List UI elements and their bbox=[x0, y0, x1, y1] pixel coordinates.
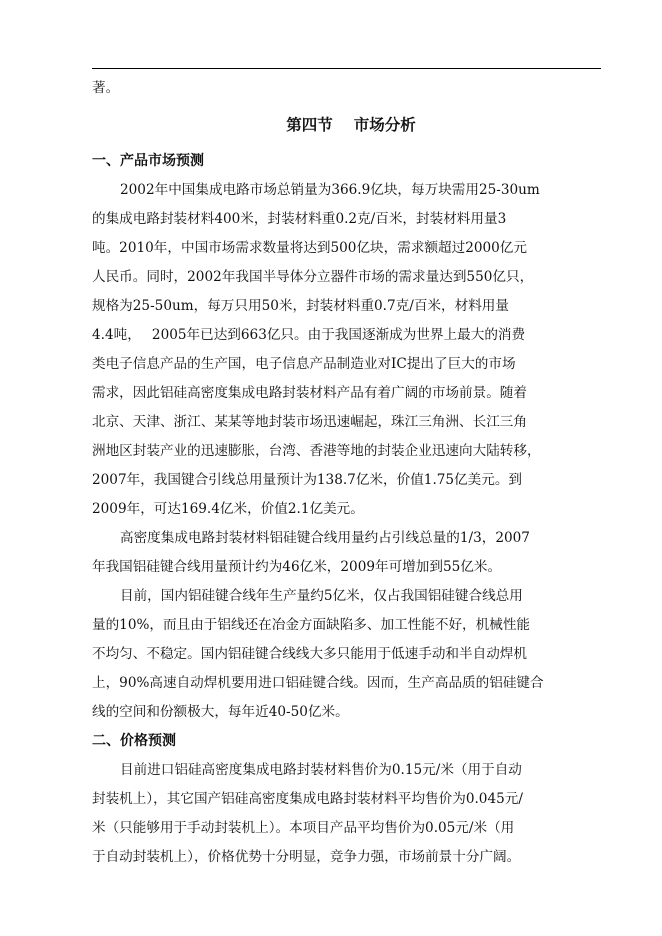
document-page bbox=[92, 74, 602, 872]
paragraph-line: 2002年中国集成电路市场总销量为366.9亿块，每万块需用25-30um bbox=[120, 182, 540, 198]
paragraph-line: 规格为25-50um，每万只用50米，封装材料重0.7克/百米，材料用量 bbox=[92, 298, 509, 314]
paragraph-line: 米（只能够用于手动封装机上）。本项目产品平均售价为0.05元/米（用 bbox=[92, 820, 515, 836]
section-title: 第四节 市场分析 bbox=[286, 115, 416, 134]
paragraph-line: 不均匀、不稳定。国内铝硅键合线线大多只能用于低速手动和半自动焊机 bbox=[92, 646, 527, 662]
paragraph-line: 2007年，我国键合引线总用量预计为138.7亿米，价值1.75亿美元。到 bbox=[92, 472, 523, 488]
paragraph-line: 于自动封装机上），价格优势十分明显，竞争力强，市场前景十分广阔。 bbox=[92, 849, 521, 865]
heading-product-market-forecast: 一、产品市场预测 bbox=[92, 153, 204, 169]
paragraph-line: 高密度集成电路封装材料铝硅键合线用量约占引线总量的1/3，2007 bbox=[120, 530, 530, 546]
paragraph-line: 线的空间和份额极大，每年近40-50亿米。 bbox=[92, 704, 349, 720]
paragraph-line: 吨。2010年，中国市场需求数量将达到500亿块，需求额超过2000亿元 bbox=[92, 240, 527, 256]
paragraph-line: 需求，因此铝硅高密度集成电路封装材料产品有着广阔的市场前景。随着 bbox=[92, 385, 527, 401]
paragraph-price-comparison bbox=[92, 756, 602, 872]
paragraph-domestic-production bbox=[92, 582, 602, 727]
heading-price-forecast: 二、价格预测 bbox=[92, 733, 176, 749]
paragraph-line: 目前，国内铝硅键合线年生产量约5亿米，仅占我国铝硅键合线总用 bbox=[120, 588, 523, 604]
paragraph-line: 类电子信息产品的生产国，电子信息产品制造业对IC提出了巨大的市场 bbox=[92, 356, 516, 372]
carry-over-text: 著。 bbox=[92, 80, 120, 96]
paragraph-line: 2009年，可达169.4亿米，价值2.1亿美元。 bbox=[92, 501, 364, 517]
paragraph-line: 的集成电路封装材料400米，封装材料重0.2克/百米，封装材料用量3 bbox=[92, 211, 507, 227]
paragraph-line: 上，90%高速自动焊机要用进口铝硅键合线。因而，生产高品质的铝硅键合 bbox=[92, 675, 544, 691]
paragraph-line: 量的10%，而且由于铝线还在冶金方面缺陷多、加工性能不好，机械性能 bbox=[92, 617, 531, 633]
paragraph-line: 年我国铝硅键合线用量预计约为46亿米，2009年可增加到55亿米。 bbox=[92, 559, 502, 575]
paragraph-line: 洲地区封装产业的迅速膨胀，台湾、香港等地的封装企业迅速向大陆转移， bbox=[92, 443, 541, 459]
paragraph-line: 北京、天津、浙江、某某等地封装市场迅速崛起，珠江三角洲、长江三角 bbox=[92, 414, 527, 430]
paragraph-line: 4.4吨， 2005年已达到663亿只。由于我国逐渐成为世界上最大的消费 bbox=[92, 327, 526, 343]
paragraph-line: 目前进口铝硅高密度集成电路封装材料售价为0.15元/米（用于自动 bbox=[120, 762, 522, 778]
paragraph-line: 人民币。同时，2002年我国半导体分立器件市场的需求量达到550亿只， bbox=[92, 269, 534, 285]
paragraph-line: 封装机上），其它国产铝硅高密度集成电路封装材料平均售价为0.045元/ bbox=[92, 791, 523, 807]
header-rule bbox=[92, 68, 601, 69]
paragraph-market-size bbox=[92, 176, 602, 524]
paragraph-aluminum-silicon-share bbox=[92, 524, 602, 582]
